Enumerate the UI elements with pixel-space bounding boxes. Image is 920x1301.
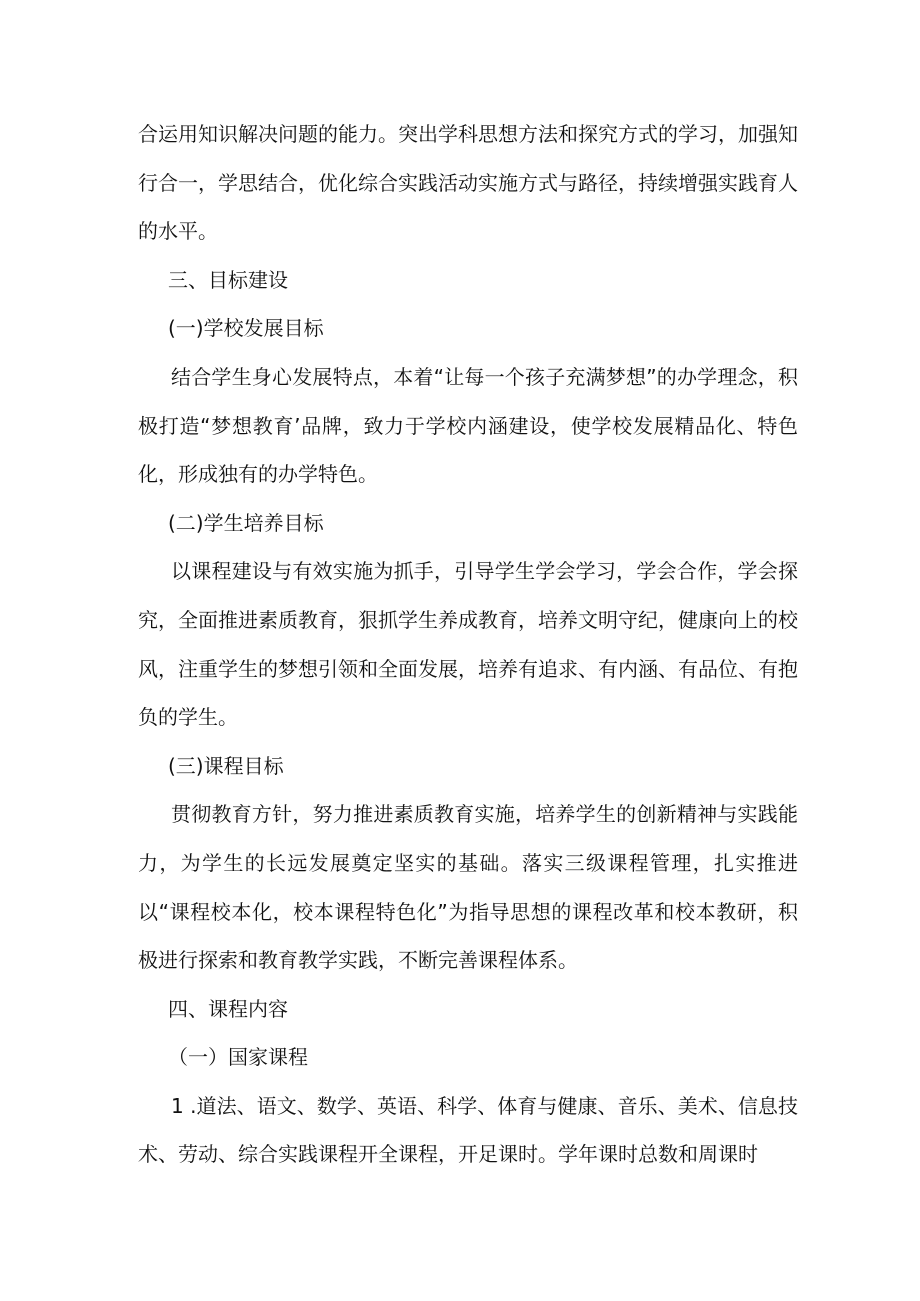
paragraph-national-curriculum: 1 .道法、语文、数学、英语、科学、体育与健康、音乐、美术、信息技术、劳动、综合实践课程开全课程，开足课时。学年课时总数和周课时 [138,1093,798,1167]
paragraph-school-development: 结合学生身心发展特点，本着“让每一个孩子充满梦想”的办学理念，积极打造“梦想教育’品牌，致力于学校内涵建设，使学校发展精品化、特色化，形成独有的办学特色。 [138,364,798,487]
subheading-curriculum-goals: (三)课程目标 [168,753,284,778]
subheading-student-cultivation-goals: (二)学生培养目标 [168,510,324,535]
section-heading-goals: 三、目标建设 [168,267,288,292]
subheading-school-development-goals: (一)学校发展目标 [168,316,324,341]
paragraph-student-cultivation: 以课程建设与有效实施为抓手，引导学生学会学习，学会合作，学会探究，全面推进素质教育，狠抓学生养成教育，培养文明守纪，健康向上的校风，注重学生的梦想引领和全面发展，培养有追求、有内涵、有品位、有抱负的学生。 [138,559,798,730]
paragraph-curriculum-goals: 贯彻教育方针，努力推进素质教育实施，培养学生的创新精神与实践能力，为学生的长远发展奠定坚实的基础。落实三级课程管理，扎实推进以“课程校本化，校本课程特色化”为指导思想的课程改革和校本教研，积极进行探索和教育教学实践，不断完善课程体系。 [138,802,798,973]
document-body [138,110,798,1179]
section-heading-curriculum-content: 四、课程内容 [168,996,288,1021]
subheading-national-curriculum: （一）国家课程 [168,1045,308,1070]
paragraph-practice-education: 合运用知识解决问题的能力。突出学科思想方法和探究方式的学习，加强知行合一，学思结合，优化综合实践活动实施方式与路径，持续增强实践育人的水平。 [138,122,798,244]
